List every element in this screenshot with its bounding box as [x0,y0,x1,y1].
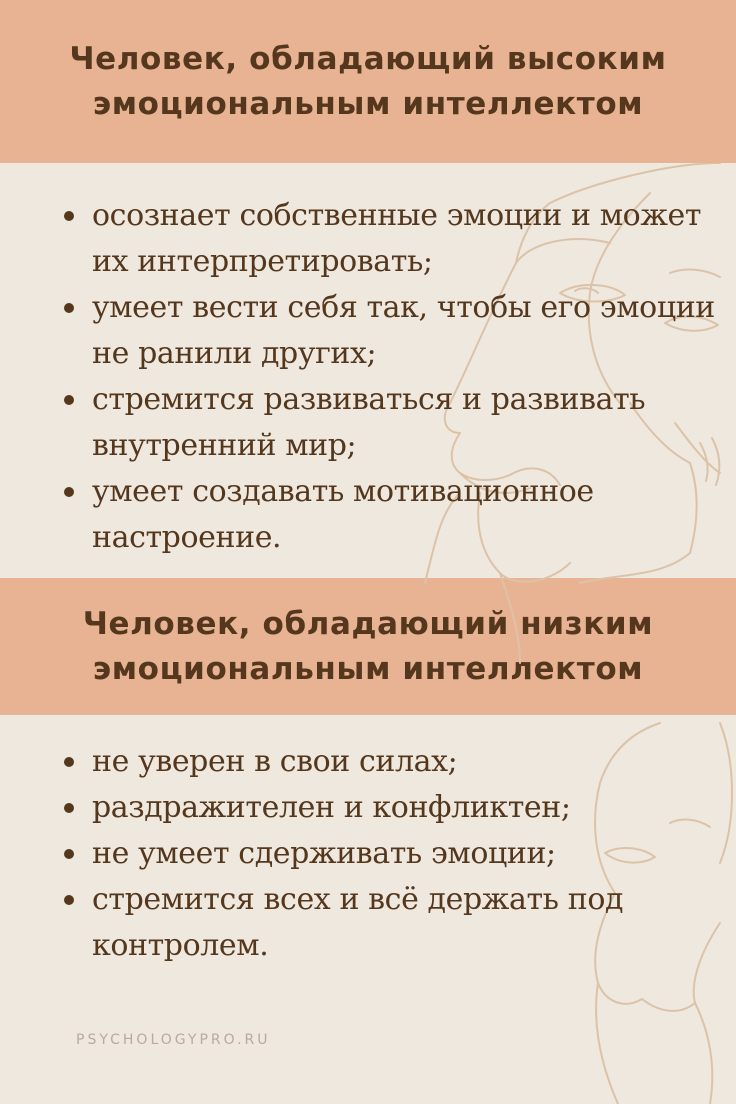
heading-line: эмоциональным интеллектом [92,85,644,122]
list-item: осознает собственные эмоции и может их интерпретировать; [58,193,718,285]
bullet-icon [64,395,74,405]
list-item: умеет создавать мотивационное настроение. [58,469,718,561]
bullet-icon [64,211,74,221]
list-item: раздражителен и конфликтен; [58,785,718,831]
bullet-icon [64,895,74,905]
heading-line: эмоциональным интеллектом [92,650,644,687]
list-item: не уверен в свои силах; [58,739,718,785]
bullet-icon [64,303,74,313]
list-item: стремится развиваться и развивать внутренний мир; [58,377,718,469]
list-item: не умеет сдерживать эмоции; [58,831,718,877]
bullet-icon [64,487,74,497]
list-item: стремится всех и всё держать под контролем. [58,877,718,969]
high-ei-list [58,193,718,561]
heading-line: Человек, обладающий высоким [69,40,667,77]
site-footer-label: PSYCHOLOGYPRO.RU [76,1032,271,1048]
bullet-icon [64,803,74,813]
bullet-icon [64,757,74,767]
low-ei-list [58,739,718,969]
header-band-high [0,0,736,163]
list-item: умеет вести себя так, чтобы его эмоции не ранили других; [58,285,718,377]
heading-high-ei [69,37,666,127]
bullet-icon [64,849,74,859]
heading-line: Человек, обладающий низким [82,605,654,642]
